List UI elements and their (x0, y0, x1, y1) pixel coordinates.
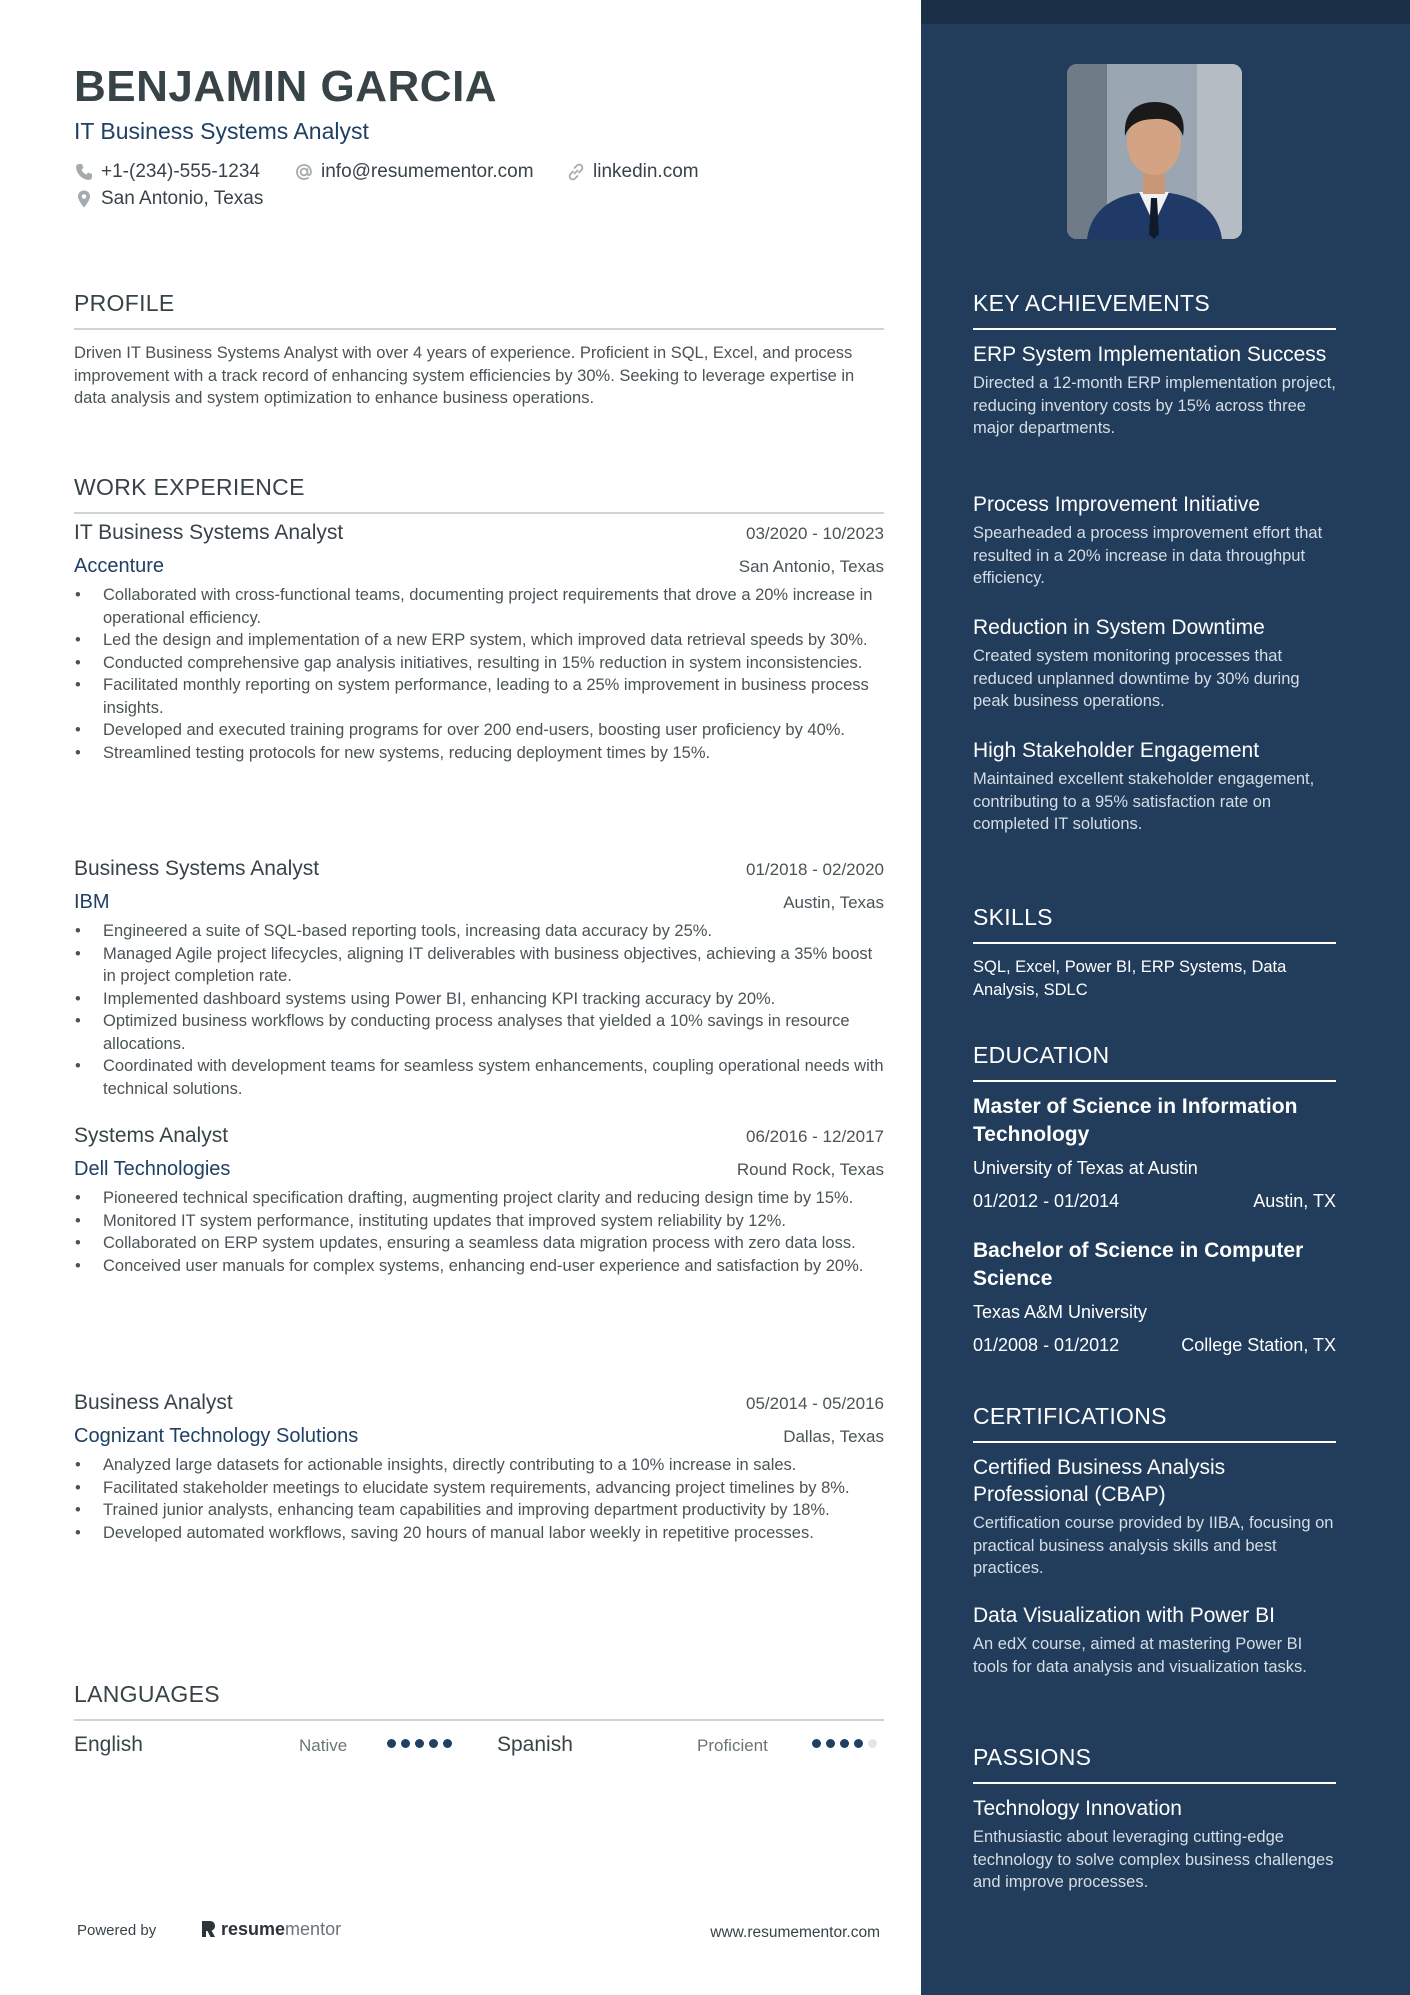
candidate-role: IT Business Systems Analyst (74, 118, 369, 144)
skills-heading: SKILLS (973, 904, 1336, 944)
job-title: IT Business Systems Analyst (74, 521, 344, 544)
job-company: Dell Technologies (74, 1158, 231, 1180)
job-entry (74, 1391, 884, 1544)
contact-linkedin[interactable] (566, 161, 699, 183)
achievement-desc: Maintained excellent stakeholder engagement, contributing to a 95% satisfaction rate on completed IT solutions. (973, 770, 1315, 833)
job-bullet: • Optimized business workflows by conducting process analyses that yielded a 10% savings in resource allocations. (74, 1010, 884, 1055)
rating-dot-filled (854, 1739, 863, 1748)
achievement-title: ERP System Implementation Success (973, 343, 1327, 366)
job-bullet: • Facilitated monthly reporting on system performance, leading to a 25% improvement in business process insights. (74, 674, 884, 719)
education-item (973, 1093, 1336, 1212)
education-school: University of Texas at Austin (973, 1158, 1198, 1178)
languages-row (74, 1733, 884, 1763)
rating-dot-filled (415, 1739, 424, 1748)
achievement-title: High Stakeholder Engagement (973, 739, 1260, 762)
portrait-illustration (1067, 64, 1242, 239)
job-company: Accenture (74, 555, 165, 577)
language-rating (812, 1739, 877, 1748)
location-pin-icon (74, 189, 94, 209)
rating-dot-filled (840, 1739, 849, 1748)
certifications-heading: CERTIFICATIONS (973, 1403, 1336, 1443)
job-bullet: • Monitored IT system performance, instituting updates that improved system reliability by 12%. (74, 1210, 884, 1233)
job-bullet: • Collaborated on ERP system updates, ensuring a seamless data migration process with zero data loss. (74, 1232, 884, 1255)
passion-title: Technology Innovation (973, 1797, 1182, 1820)
passion-item (973, 1795, 1336, 1894)
job-bullets (74, 1187, 884, 1277)
job-bullet: • Engineered a suite of SQL-based reporting tools, increasing data accuracy by 25%. (74, 920, 884, 943)
job-bullet: • Streamlined testing protocols for new systems, reducing deployment times by 15%. (74, 742, 884, 765)
job-company: IBM (74, 891, 110, 913)
website-link[interactable]: www.resumementor.com (710, 1924, 880, 1941)
achievement-desc: Spearheaded a process improvement effort that resulted in a 20% increase in data throughput efficiency. (973, 524, 1323, 587)
job-bullet: • Developed and executed training programs for over 200 end-users, boosting user proficiency by 40%. (74, 719, 884, 742)
profile-text: Driven IT Business Systems Analyst with over 4 years of experience. Proficient in SQL, Excel, and process improvement with a track record of enhancing system efficiencies by 30%. Seeking to leverage expertise in data analysis and system optimization to enhance business operations. (74, 344, 855, 407)
logo-mark-icon (199, 1918, 219, 1940)
certification-desc: An edX course, aimed at mastering Power BI tools for data analysis and visualization tasks. (973, 1635, 1307, 1676)
rating-dot-filled (812, 1739, 821, 1748)
footer (74, 1918, 884, 1948)
achievement-desc: Created system monitoring processes that reduced unplanned downtime by 30% during peak business operations. (973, 647, 1300, 710)
job-bullet: • Developed automated workflows, saving 20 hours of manual labor weekly in repetitive processes. (74, 1522, 884, 1545)
rating-dot-filled (826, 1739, 835, 1748)
phone-text: +1-(234)-555-1234 (101, 161, 260, 182)
language-level: Native (299, 1736, 348, 1755)
job-bullet: • Collaborated with cross-functional teams, documenting project requirements that drove a 20% increase in operational efficiency. (74, 584, 884, 629)
linkedin-text: linkedin.com (593, 161, 699, 182)
contact-location (74, 188, 263, 210)
job-location: Dallas, Texas (783, 1427, 884, 1446)
job-bullet: • Conducted comprehensive gap analysis initiatives, resulting in 15% reduction in system inconsistencies. (74, 652, 884, 675)
education-degree: Bachelor of Science in Computer Science (973, 1239, 1304, 1290)
achievement-title: Reduction in System Downtime (973, 616, 1265, 639)
job-dates: 03/2020 - 10/2023 (745, 524, 884, 543)
job-location: Round Rock, Texas (736, 1160, 884, 1179)
logo-text-light: mentor (285, 1918, 342, 1939)
certification-item (973, 1602, 1336, 1678)
profile-heading: PROFILE (74, 290, 884, 330)
email-text: info@resumementor.com (321, 161, 534, 182)
education-location: College Station, TX (1181, 1335, 1336, 1355)
job-entry (74, 521, 884, 764)
job-title: Business Systems Analyst (74, 857, 320, 880)
contact-email[interactable] (294, 161, 534, 183)
certification-title: Data Visualization with Power BI (973, 1604, 1275, 1627)
resumementor-logo[interactable] (199, 1918, 341, 1940)
rating-dot-filled (387, 1739, 396, 1748)
candidate-name: BENJAMIN GARCIA (74, 62, 498, 111)
job-bullets (74, 584, 884, 764)
job-dates: 05/2014 - 05/2016 (745, 1394, 884, 1413)
link-icon (566, 162, 586, 182)
rating-dot-filled (429, 1739, 438, 1748)
education-school: Texas A&M University (973, 1302, 1148, 1322)
job-bullet: • Managed Agile project lifecycles, aligning IT deliverables with business objectives, achieving a 35% boost in project completion rate. (74, 943, 884, 988)
logo-text-bold: resume (221, 1918, 286, 1939)
education-heading: EDUCATION (973, 1042, 1336, 1082)
key-achievements-heading: KEY ACHIEVEMENTS (973, 290, 1336, 330)
achievement-title: Process Improvement Initiative (973, 493, 1261, 516)
job-title: Business Analyst (74, 1391, 233, 1414)
achievement-item (973, 737, 1336, 836)
skills-text: SQL, Excel, Power BI, ERP Systems, Data Analysis, SDLC (973, 958, 1287, 999)
language-level: Proficient (697, 1736, 768, 1755)
job-bullets (74, 920, 884, 1100)
job-bullet: • Pioneered technical specification drafting, augmenting project clarity and reducing design time by 15%. (74, 1187, 884, 1210)
job-location: San Antonio, Texas (738, 557, 884, 576)
location-text: San Antonio, Texas (101, 188, 264, 209)
job-bullet: • Coordinated with development teams for seamless system enhancements, coupling operational needs with technical solutions. (74, 1055, 884, 1100)
passions-heading: PASSIONS (973, 1744, 1336, 1784)
job-company: Cognizant Technology Solutions (74, 1425, 359, 1447)
certification-title: Certified Business Analysis Professional (CBAP) (973, 1456, 1226, 1506)
contact-phone[interactable] (74, 161, 260, 183)
job-bullet: • Led the design and implementation of a new ERP system, which improved data retrieval speeds by 30%. (74, 629, 884, 652)
profile-photo (1067, 64, 1242, 239)
language-name: Spanish (497, 1733, 573, 1756)
sidebar (921, 0, 1410, 1995)
education-dates: 01/2008 - 01/2012 (973, 1335, 1120, 1355)
language-name: English (74, 1733, 143, 1756)
job-dates: 01/2018 - 02/2020 (745, 860, 884, 879)
job-bullet: • Trained junior analysts, enhancing team capabilities and improving department productivity by 18%. (74, 1499, 884, 1522)
certification-item (973, 1454, 1336, 1580)
achievement-item (973, 614, 1336, 713)
passion-desc: Enthusiastic about leveraging cutting-edge technology to solve complex business challenges and improve processes. (973, 1828, 1334, 1891)
education-degree: Master of Science in Information Technology (973, 1095, 1298, 1146)
achievement-item (973, 491, 1336, 590)
job-bullet: • Facilitated stakeholder meetings to elucidate system requirements, advancing project timelines by 8%. (74, 1477, 884, 1500)
education-dates: 01/2012 - 01/2014 (973, 1191, 1120, 1211)
job-bullet: • Implemented dashboard systems using Power BI, enhancing KPI tracking accuracy by 20%. (74, 988, 884, 1011)
job-bullet: • Conceived user manuals for complex systems, enhancing end-user experience and satisfaction by 20%. (74, 1255, 884, 1278)
certification-desc: Certification course provided by IIBA, focusing on practical business analysis skills and best practices. (973, 1514, 1334, 1577)
language-rating (387, 1739, 452, 1748)
job-entry (74, 1124, 884, 1277)
work-experience-heading: WORK EXPERIENCE (74, 474, 884, 514)
rating-dot-empty (868, 1739, 877, 1748)
rating-dot-filled (443, 1739, 452, 1748)
job-bullet: • Analyzed large datasets for actionable insights, directly contributing to a 10% increase in sales. (74, 1454, 884, 1477)
languages-heading: LANGUAGES (74, 1681, 884, 1721)
powered-by-text: Powered by (77, 1922, 157, 1939)
at-icon (294, 162, 314, 182)
phone-icon (74, 162, 94, 182)
sidebar-top-band (921, 0, 1410, 24)
job-title: Systems Analyst (74, 1124, 229, 1147)
achievement-item (973, 341, 1336, 440)
job-location: Austin, Texas (783, 893, 884, 912)
education-item (973, 1237, 1336, 1356)
achievement-desc: Directed a 12-month ERP implementation project, reducing inventory costs by 15% across three major departments. (973, 374, 1336, 437)
job-bullets (74, 1454, 884, 1544)
rating-dot-filled (401, 1739, 410, 1748)
job-entry (74, 857, 884, 1100)
job-dates: 06/2016 - 12/2017 (745, 1127, 884, 1146)
education-location: Austin, TX (1253, 1191, 1336, 1211)
